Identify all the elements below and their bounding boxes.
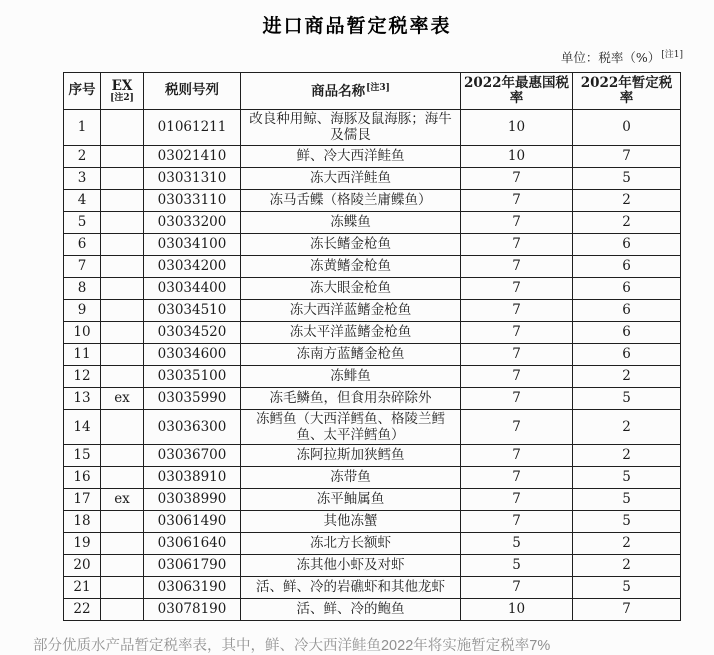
cell-mfn: 7 [461,255,573,277]
cell-mfn: 7 [461,233,573,255]
cell-prov: 2 [573,444,681,466]
header-mfn-rate: 2022年最惠国税率 [461,73,573,110]
cell-prov: 6 [573,321,681,343]
table-row [64,409,681,444]
cell-prov: 5 [573,387,681,409]
cell-code: 03036300 [144,409,241,444]
table-body [64,110,681,621]
cell-prov: 6 [573,277,681,299]
cell-ex [101,510,144,532]
cell-code: 03033110 [144,189,241,211]
cell-prov: 2 [573,211,681,233]
cell-ex [101,110,144,145]
cell-prov: 2 [573,409,681,444]
cell-prov: 5 [573,167,681,189]
cell-no: 2 [64,145,101,167]
table-row [64,145,681,167]
cell-no: 16 [64,466,101,488]
cell-no: 3 [64,167,101,189]
table-row [64,233,681,255]
cell-name: 冻长鳍金枪鱼 [241,233,461,255]
table-row [64,444,681,466]
cell-no: 5 [64,211,101,233]
table-row [64,255,681,277]
cell-ex [101,189,144,211]
table-row [64,167,681,189]
cell-ex [101,409,144,444]
table-row [64,277,681,299]
bottom-caption: 部分优质水产品暂定税率表，其中，鲜、冷大西洋鲑鱼2022年将实施暂定税率7% [33,637,551,654]
header-ex-label: EX [111,77,133,94]
cell-name: 冻带鱼 [241,466,461,488]
cell-name: 冻南方蓝鳍金枪鱼 [241,343,461,365]
cell-prov: 2 [573,532,681,554]
header-no: 序号 [64,73,101,110]
cell-code: 03038990 [144,488,241,510]
table-row [64,510,681,532]
table-row [64,365,681,387]
cell-code: 03031310 [144,167,241,189]
cell-code: 03034400 [144,277,241,299]
cell-no: 20 [64,554,101,576]
cell-name: 冻阿拉斯加狭鳕鱼 [241,444,461,466]
unit-footnote-marker: [注1] [661,50,683,60]
cell-mfn: 7 [461,466,573,488]
tariff-table [63,72,681,621]
table-row [64,299,681,321]
cell-code: 03034520 [144,321,241,343]
cell-name: 冻其他小虾及对虾 [241,554,461,576]
table-row [64,211,681,233]
cell-name: 冻鳕鱼（大西洋鳕鱼、格陵兰鳕鱼、太平洋鳕鱼） [241,409,461,444]
header-name-footnote-marker: [注3] [366,82,390,93]
cell-prov: 6 [573,299,681,321]
cell-name: 冻太平洋蓝鳍金枪鱼 [241,321,461,343]
cell-no: 14 [64,409,101,444]
table-row [64,598,681,620]
cell-prov: 6 [573,255,681,277]
cell-ex [101,365,144,387]
cell-no: 13 [64,387,101,409]
table-row [64,110,681,145]
cell-ex [101,233,144,255]
cell-no: 8 [64,277,101,299]
cell-prov: 7 [573,145,681,167]
cell-code: 03034100 [144,233,241,255]
cell-name: 鲜、冷大西洋鲑鱼 [241,145,461,167]
cell-ex [101,466,144,488]
table-row [64,387,681,409]
cell-no: 15 [64,444,101,466]
cell-code: 03061490 [144,510,241,532]
cell-mfn: 7 [461,277,573,299]
cell-ex [101,554,144,576]
cell-prov: 5 [573,510,681,532]
table-row [64,488,681,510]
cell-mfn: 7 [461,576,573,598]
table-row [64,189,681,211]
cell-name: 改良种用鲸、海豚及鼠海豚；海牛及儒艮 [241,110,461,145]
cell-no: 4 [64,189,101,211]
cell-name: 活、鲜、冷的鲍鱼 [241,598,461,620]
unit-note-line [0,47,714,66]
cell-ex [101,598,144,620]
table-row [64,321,681,343]
cell-code: 03061640 [144,532,241,554]
cell-no: 9 [64,299,101,321]
cell-ex [101,299,144,321]
cell-code: 03061790 [144,554,241,576]
unit-label: 单位：税率（%） [560,50,661,66]
cell-mfn: 7 [461,189,573,211]
cell-mfn: 10 [461,145,573,167]
cell-mfn: 7 [461,321,573,343]
cell-mfn: 7 [461,387,573,409]
cell-name: 冻鲱鱼 [241,365,461,387]
page-title: 进口商品暂定税率表 [262,15,452,37]
cell-no: 7 [64,255,101,277]
cell-no: 19 [64,532,101,554]
cell-prov: 6 [573,343,681,365]
cell-name: 冻大西洋鲑鱼 [241,167,461,189]
cell-name: 冻大眼金枪鱼 [241,277,461,299]
cell-ex: ex [101,387,144,409]
cell-name: 活、鲜、冷的岩礁虾和其他龙虾 [241,576,461,598]
cell-ex [101,145,144,167]
table-row [64,466,681,488]
cell-prov: 7 [573,598,681,620]
cell-mfn: 7 [461,167,573,189]
cell-mfn: 7 [461,365,573,387]
cell-code: 03078190 [144,598,241,620]
cell-name: 冻马舌鲽（格陵兰庸鲽鱼） [241,189,461,211]
cell-prov: 2 [573,189,681,211]
cell-prov: 2 [573,554,681,576]
table-row [64,532,681,554]
cell-name: 冻平鲉属鱼 [241,488,461,510]
cell-mfn: 10 [461,598,573,620]
cell-prov: 2 [573,365,681,387]
cell-ex [101,343,144,365]
header-code: 税则号列 [144,73,241,110]
cell-code: 01061211 [144,110,241,145]
cell-code: 03035100 [144,365,241,387]
cell-prov: 5 [573,576,681,598]
cell-ex [101,444,144,466]
cell-mfn: 7 [461,444,573,466]
cell-code: 03063190 [144,576,241,598]
cell-mfn: 7 [461,299,573,321]
cell-code: 03021410 [144,145,241,167]
cell-code: 03033200 [144,211,241,233]
cell-ex [101,255,144,277]
cell-no: 6 [64,233,101,255]
cell-code: 03036700 [144,444,241,466]
cell-ex [101,532,144,554]
cell-no: 10 [64,321,101,343]
cell-code: 03034600 [144,343,241,365]
cell-mfn: 10 [461,110,573,145]
header-name-label: 商品名称 [311,83,366,100]
cell-ex [101,211,144,233]
cell-ex: ex [101,488,144,510]
cell-name: 冻北方长额虾 [241,532,461,554]
cell-code: 03034200 [144,255,241,277]
cell-no: 22 [64,598,101,620]
header-provisional-rate: 2022年暂定税率 [573,73,681,110]
table-row [64,343,681,365]
cell-prov: 5 [573,488,681,510]
cell-name: 冻大西洋蓝鳍金枪鱼 [241,299,461,321]
cell-no: 12 [64,365,101,387]
cell-code: 03038910 [144,466,241,488]
table-row [64,576,681,598]
cell-mfn: 5 [461,554,573,576]
cell-no: 18 [64,510,101,532]
cell-prov: 0 [573,110,681,145]
cell-mfn: 7 [461,343,573,365]
cell-name: 冻鲽鱼 [241,211,461,233]
header-ex-footnote-marker: [注2] [110,93,134,104]
cell-mfn: 7 [461,488,573,510]
table-row [64,554,681,576]
cell-ex [101,167,144,189]
cell-name: 冻黄鳍金枪鱼 [241,255,461,277]
cell-mfn: 7 [461,409,573,444]
cell-mfn: 5 [461,532,573,554]
cell-prov: 6 [573,233,681,255]
table-header-row [64,73,681,110]
cell-no: 17 [64,488,101,510]
cell-no: 21 [64,576,101,598]
cell-name: 其他冻蟹 [241,510,461,532]
cell-no: 1 [64,110,101,145]
cell-code: 03035990 [144,387,241,409]
cell-ex [101,576,144,598]
header-ex [101,73,144,110]
cell-no: 11 [64,343,101,365]
cell-mfn: 7 [461,510,573,532]
cell-name: 冻毛鳞鱼，但食用杂碎除外 [241,387,461,409]
cell-prov: 5 [573,466,681,488]
cell-mfn: 7 [461,211,573,233]
cell-ex [101,277,144,299]
header-name [241,73,461,110]
cell-code: 03034510 [144,299,241,321]
cell-ex [101,321,144,343]
